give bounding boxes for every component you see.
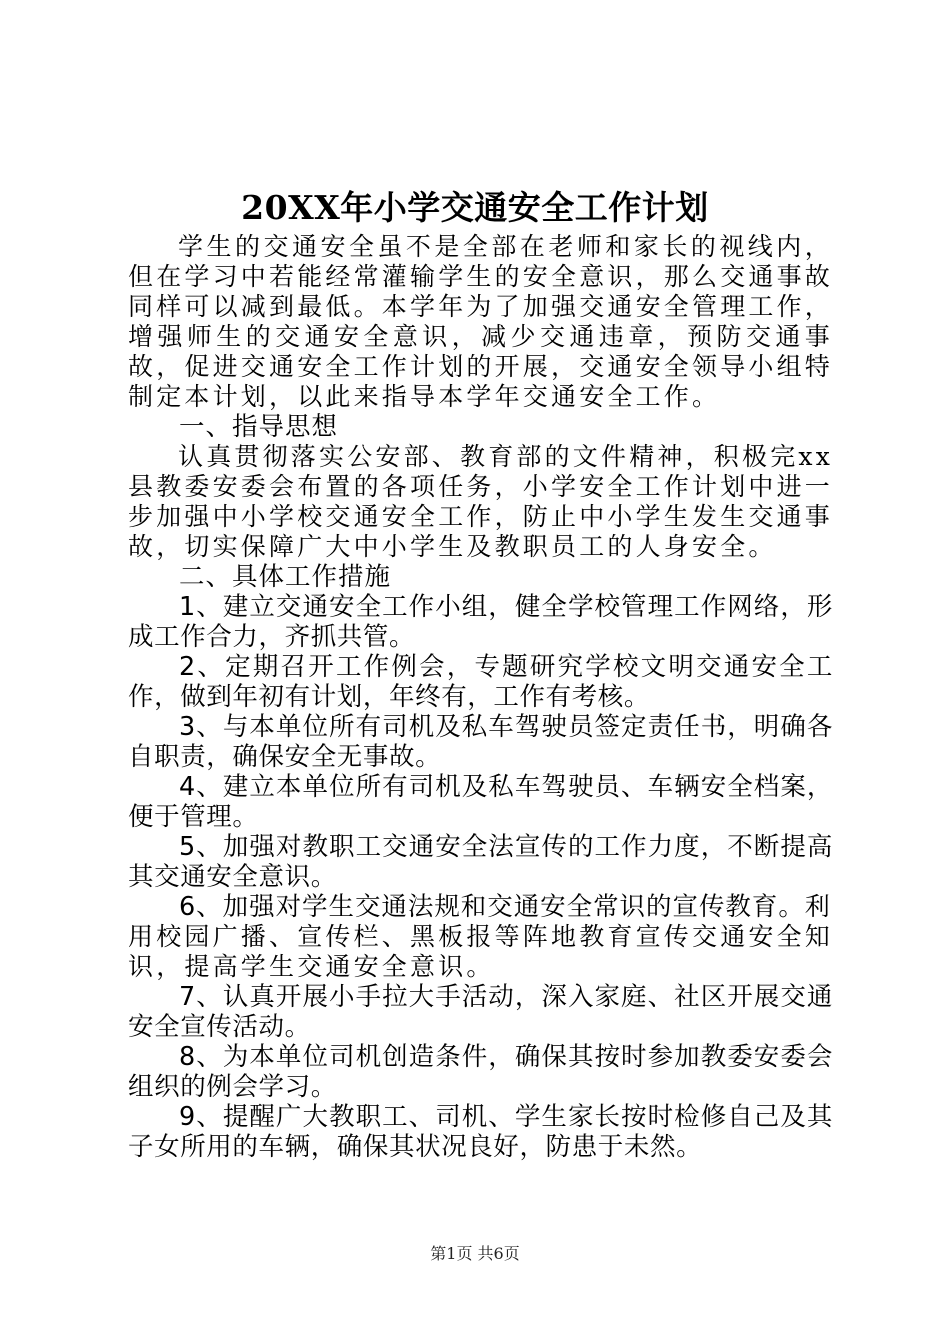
guiding-thought-paragraph: 认真贯彻落实公安部、教育部的文件精神，积极完xx县教委安委会布置的各项任务，小学安全工作计划中进一步加强中小学校交通安全工作，防止中小学生发生交通事故，切实保障广大中小学生及教职员工的人身安全。 [128,442,834,561]
page-indicator: 第1页 共6页 [430,1244,520,1263]
document-title: 20XX年小学交通安全工作计划 [241,188,709,227]
measure-item-7: 7、认真开展小手拉大手活动，深入家庭、社区开展交通安全宣传活动。 [128,982,833,1042]
measure-item-6-lead: 6、加强对学生交通法规和交通安全常识的宣传教育。 [179,892,805,922]
measure-item-6 [128,892,833,982]
measure-item-4: 4、建立本单位所有司机及私车驾驶员、车辆安全档案，便于管理。 [128,772,833,832]
measure-item-3: 3、与本单位所有司机及私车驾驶员签定责任书，明确各自职责，确保安全无事故。 [128,712,833,772]
measure-item-6-detail: 利用校园广播、宣传栏、黑板报等阵地教育宣传交通安全知识，提高学生交通安全意识。 [128,892,834,981]
intro-paragraph: 学生的交通安全虽不是全部在老师和家长的视线内，但在学习中若能经常灌输学生的安全意识，那么交通事故同样可以减到最低。本学年为了加强交通安全管理工作，增强师生的交通安全意识，减少交通违章，预防交通事故，促进交通安全工作计划的开展，交通安全领导小组特制定本计划，以此来指导本学年交通安全工作。 [128,232,834,411]
measure-item-9: 9、提醒广大教职工、司机、学生家长按时检修自己及其子女所用的车辆，确保其状况良好，防患于未然。 [128,1102,833,1162]
document-body [128,232,833,1162]
section-heading-guiding-thought: 一、指导思想 [179,412,339,442]
section-heading-measures: 二、具体工作措施 [179,562,392,592]
measure-item-1: 1、建立交通安全工作小组，健全学校管理工作网络，形成工作合力，齐抓共管。 [128,592,833,652]
measure-item-5: 5、加强对教职工交通安全法宣传的工作力度，不断提高其交通安全意识。 [128,832,833,892]
measure-item-2: 2、定期召开工作例会，专题研究学校文明交通安全工作，做到年初有计划，年终有，工作有考核。 [128,652,833,712]
measure-item-8: 8、为本单位司机创造条件，确保其按时参加教委安委会组织的例会学习。 [128,1042,833,1102]
